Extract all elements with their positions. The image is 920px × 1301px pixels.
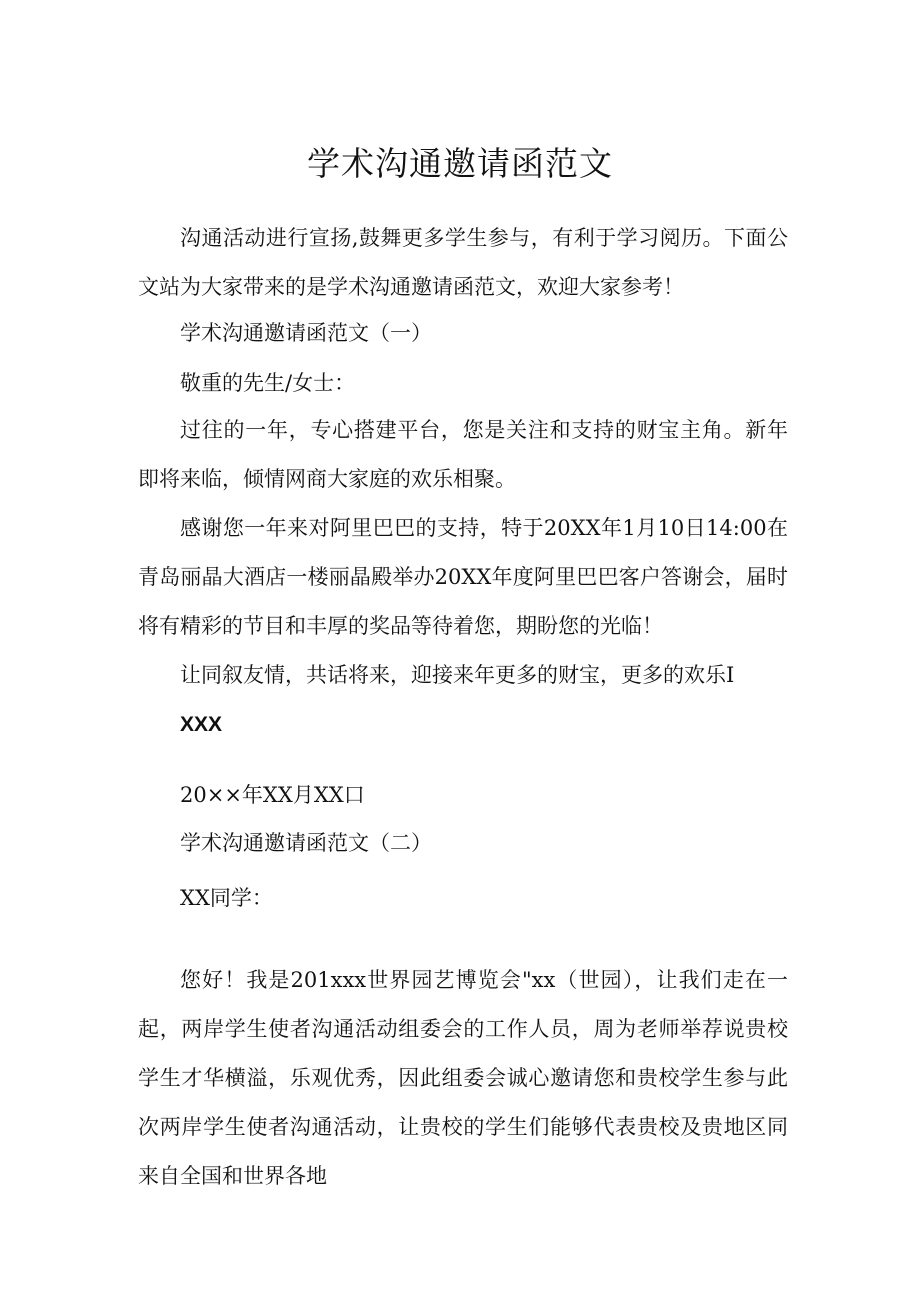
section-2-heading: 学术沟通邀请函范文（二） — [180, 831, 432, 855]
document-title: 学术沟通邀请函范文 — [307, 144, 613, 183]
letter-date: 20××年XX月XX口 — [180, 783, 365, 807]
section-1-salutation: 敬重的先生/女士： — [180, 371, 356, 395]
section-1-paragraph-2: 感谢您一年来对阿里巴巴的支持，特于20XX年1月10日14:00在青岛丽晶大酒店一楼丽晶殿举办20XX年度阿里巴巴客户答谢会，届时将有精彩的节目和丰厚的奖品等待着您，期盼您的光临！ — [138, 516, 788, 638]
section-1-paragraph-1: 过往的一年，专心搭建平台，您是关注和支持的财宝主角。新年即将来临，倾情网商大家庭的欢乐相聚。 — [138, 418, 788, 491]
section-2-paragraph-1: 您好！我是201xxx世界园艺博览会"xx（世园），让我们走在一起，两岸学生使者沟通活动组委会的工作人员，周为老师举荐说贵校学生才华横溢，乐观优秀，因此组委会诚心邀请您和贵校学生参与此次两岸学生使者沟通活动，让贵校的学生们能够代表贵校及贵地区同来自全国和世界各地 — [138, 968, 788, 1188]
section-1-paragraph-3: 让同叙友情，共话将来，迎接来年更多的财宝，更多的欢乐I — [180, 663, 735, 687]
signature: XXX — [180, 713, 223, 736]
section-1-heading: 学术沟通邀请函范文（一） — [180, 321, 432, 345]
section-2-salutation: XX同学： — [180, 886, 273, 910]
intro-paragraph: 沟通活动进行宣扬,鼓舞更多学生参与，有利于学习阅历。下面公文站为大家带来的是学术沟通邀请函范文，欢迎大家参考！ — [138, 226, 788, 299]
